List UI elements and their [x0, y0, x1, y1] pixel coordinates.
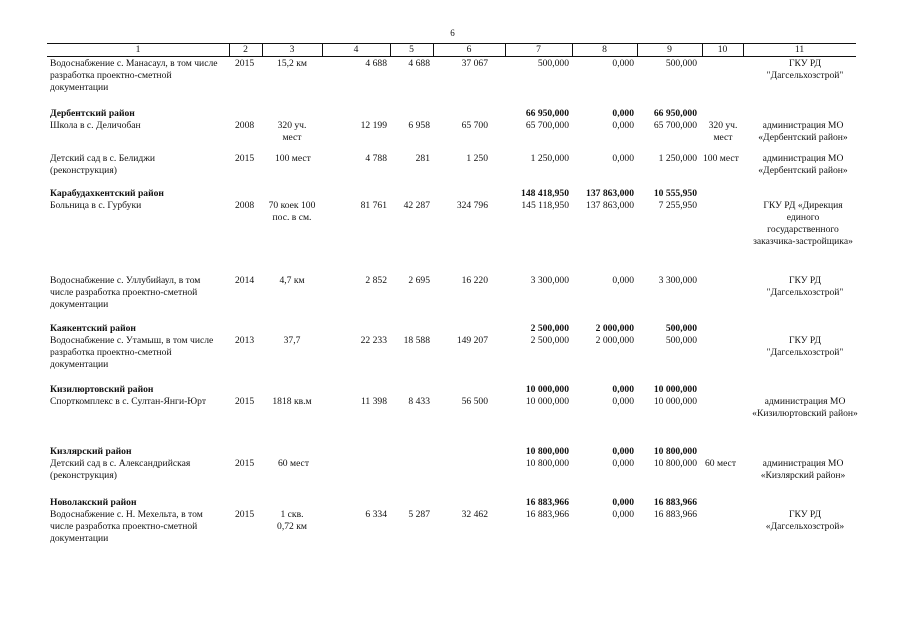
- district-col8: 0,000: [612, 384, 634, 395]
- district-name: Карабудахкентский район: [50, 188, 164, 199]
- col6-value: 65 700: [461, 120, 488, 131]
- object-name: Водоснабжение с. Утамыш, в том числе разработка проектно-сметной документации: [50, 335, 214, 370]
- column-header: 8: [602, 44, 607, 55]
- col6-value: 16 220: [461, 275, 488, 286]
- col8-value: 2 000,000: [595, 335, 634, 346]
- col6-value: 37 067: [461, 58, 488, 69]
- col8-value: 137 863,000: [586, 200, 634, 211]
- col8-value: 0,000: [612, 275, 634, 286]
- col7-value: 10 000,000: [525, 396, 569, 407]
- column-header: 2: [243, 44, 248, 55]
- district-col8: 0,000: [612, 108, 634, 119]
- col5-value: 42 287: [403, 200, 430, 211]
- col7-value: 65 700,000: [525, 120, 569, 131]
- col5-value: 4 688: [408, 58, 430, 69]
- column-header: 9: [667, 44, 672, 55]
- col4-value: 12 199: [360, 120, 387, 131]
- col5-value: 5 287: [408, 509, 430, 520]
- col10-value: 320 уч. мест: [708, 120, 738, 143]
- district-col8: 0,000: [612, 497, 634, 508]
- col5-value: 6 958: [408, 120, 430, 131]
- year: 2014: [235, 275, 255, 286]
- responsible: администрация МО «Кизлярский район»: [760, 458, 846, 481]
- district-col7: 10 800,000: [525, 446, 569, 457]
- responsible: администрация МО «Дербентский район»: [758, 120, 848, 143]
- object-name: Больница в с. Гурбуки: [50, 200, 142, 211]
- col9-value: 65 700,000: [653, 120, 697, 131]
- year: 2013: [235, 335, 255, 346]
- year: 2008: [235, 200, 255, 211]
- district-col7: 66 950,000: [525, 108, 569, 119]
- col4-value: 22 233: [360, 335, 387, 346]
- object-name: Спорткомплекс в с. Султан-Янги-Юрт: [50, 396, 207, 407]
- object-name: Водоснабжение с. Н. Мехельта, в том числе разработка проектно-сметной документации: [50, 509, 203, 544]
- column-header: 5: [409, 44, 414, 55]
- responsible: администрация МО «Кизилюртовский район»: [752, 396, 858, 419]
- district-col9: 10 800,000: [653, 446, 697, 457]
- district-col9: 10 555,950: [653, 188, 697, 199]
- district-col9: 16 883,966: [653, 497, 697, 508]
- year: 2015: [235, 509, 255, 520]
- col4-value: 4 688: [365, 58, 387, 69]
- col10-value: 60 мест: [705, 458, 737, 469]
- responsible: ГКУ РД "Дагсельхозстрой": [766, 58, 844, 81]
- col6-value: 1 250: [466, 153, 488, 164]
- col6-value: 56 500: [461, 396, 488, 407]
- col9-value: 7 255,950: [658, 200, 697, 211]
- year: 2015: [235, 58, 255, 69]
- col9-value: 500,000: [665, 335, 697, 346]
- col4-value: 11 398: [360, 396, 387, 407]
- district-name: Кизилюртовский район: [50, 384, 154, 395]
- col7-value: 1 250,000: [530, 153, 569, 164]
- col9-value: 10 000,000: [653, 396, 697, 407]
- column-header: 3: [289, 44, 295, 55]
- district-col9: 66 950,000: [653, 108, 697, 119]
- col7-value: 10 800,000: [525, 458, 569, 469]
- object-name: Детский сад в с. Александрийская (реконструкция): [50, 458, 191, 481]
- col7-value: 145 118,950: [521, 200, 569, 211]
- col4-value: 6 334: [365, 509, 387, 520]
- col6-value: 149 207: [456, 335, 488, 346]
- district-col7: 2 500,000: [530, 323, 569, 334]
- page-number: 6: [450, 28, 455, 38]
- year: 2015: [235, 153, 255, 164]
- capacity: 100 мест: [275, 153, 311, 164]
- year: 2015: [235, 458, 255, 469]
- col5-value: 2 695: [408, 275, 430, 286]
- col8-value: 0,000: [612, 509, 634, 520]
- district-col7: 16 883,966: [525, 497, 569, 508]
- capacity: 15,2 км: [277, 58, 307, 69]
- column-header: 7: [536, 44, 541, 55]
- col9-value: 500,000: [665, 58, 697, 69]
- district-name: Дербентский район: [50, 108, 135, 119]
- year: 2008: [235, 120, 255, 131]
- capacity: 1818 кв.м: [272, 396, 312, 407]
- col8-value: 0,000: [612, 120, 634, 131]
- capacity: 1 скв. 0,72 км: [277, 509, 307, 532]
- district-name: Каякентский район: [50, 323, 136, 334]
- header-bottom-rule: [47, 56, 856, 57]
- col4-value: 81 761: [360, 200, 387, 211]
- col7-value: 500,000: [537, 58, 569, 69]
- responsible: ГКУ РД «Дирекция единого государственного заказчика-застройщика»: [753, 200, 853, 247]
- capacity: 4,7 км: [279, 275, 305, 286]
- district-col8: 0,000: [612, 446, 634, 457]
- col10-value: 100 мест: [703, 153, 739, 164]
- responsible: ГКУ РД "Дагсельхозстрой": [766, 335, 844, 358]
- capacity: 37,7: [283, 335, 301, 346]
- col8-value: 0,000: [612, 153, 634, 164]
- col5-value: 8 433: [408, 396, 430, 407]
- district-name: Кизлярский район: [50, 446, 132, 457]
- district-col7: 10 000,000: [525, 384, 569, 395]
- column-header: 4: [353, 44, 359, 55]
- column-header: 6: [466, 44, 472, 55]
- col6-value: 324 796: [456, 200, 488, 211]
- object-name: Водоснабжение с. Уллубийаул, в том числе разработка проектно-сметной документации: [50, 275, 201, 310]
- col7-value: 16 883,966: [525, 509, 569, 520]
- col9-value: 16 883,966: [653, 509, 697, 520]
- col6-value: 32 462: [461, 509, 488, 520]
- col4-value: 2 852: [365, 275, 387, 286]
- capacity: 70 коек 100 пос. в см.: [268, 200, 316, 223]
- col4-value: 4 788: [365, 153, 387, 164]
- year: 2015: [235, 396, 255, 407]
- object-name: Водоснабжение с. Манасаул, в том числе разработка проектно-сметной документации: [50, 58, 218, 93]
- col8-value: 0,000: [612, 458, 634, 469]
- column-header: 10: [717, 44, 728, 55]
- column-header: 1: [135, 44, 141, 55]
- responsible: «Дагсельхозстрой»: [765, 521, 845, 532]
- column-header: 11: [794, 44, 805, 55]
- district-col8: 2 000,000: [595, 323, 634, 334]
- responsible: ГКУ РД "Дагсельхозстрой": [766, 275, 844, 298]
- district-col7: 148 418,950: [521, 188, 569, 199]
- responsible-line-1: ГКУ РД: [788, 509, 822, 520]
- responsible: администрация МО «Дербентский район»: [758, 153, 848, 176]
- col9-value: 3 300,000: [658, 275, 697, 286]
- col7-value: 2 500,000: [530, 335, 569, 346]
- district-col8: 137 863,000: [586, 188, 634, 199]
- col8-value: 0,000: [612, 58, 634, 69]
- col9-value: 10 800,000: [653, 458, 697, 469]
- district-name: Новолакский район: [50, 497, 137, 508]
- object-name: Детский сад в с. Белиджи (реконструкция): [50, 153, 156, 176]
- capacity: 60 мест: [278, 458, 310, 469]
- col8-value: 0,000: [612, 396, 634, 407]
- col5-value: 18 588: [403, 335, 430, 346]
- district-col9: 500,000: [665, 323, 697, 334]
- col7-value: 3 300,000: [530, 275, 569, 286]
- object-name: Школа в с. Деличобан: [50, 120, 141, 131]
- col9-value: 1 250,000: [658, 153, 697, 164]
- district-col9: 10 000,000: [653, 384, 697, 395]
- col5-value: 281: [415, 153, 430, 164]
- capacity: 320 уч. мест: [277, 120, 307, 143]
